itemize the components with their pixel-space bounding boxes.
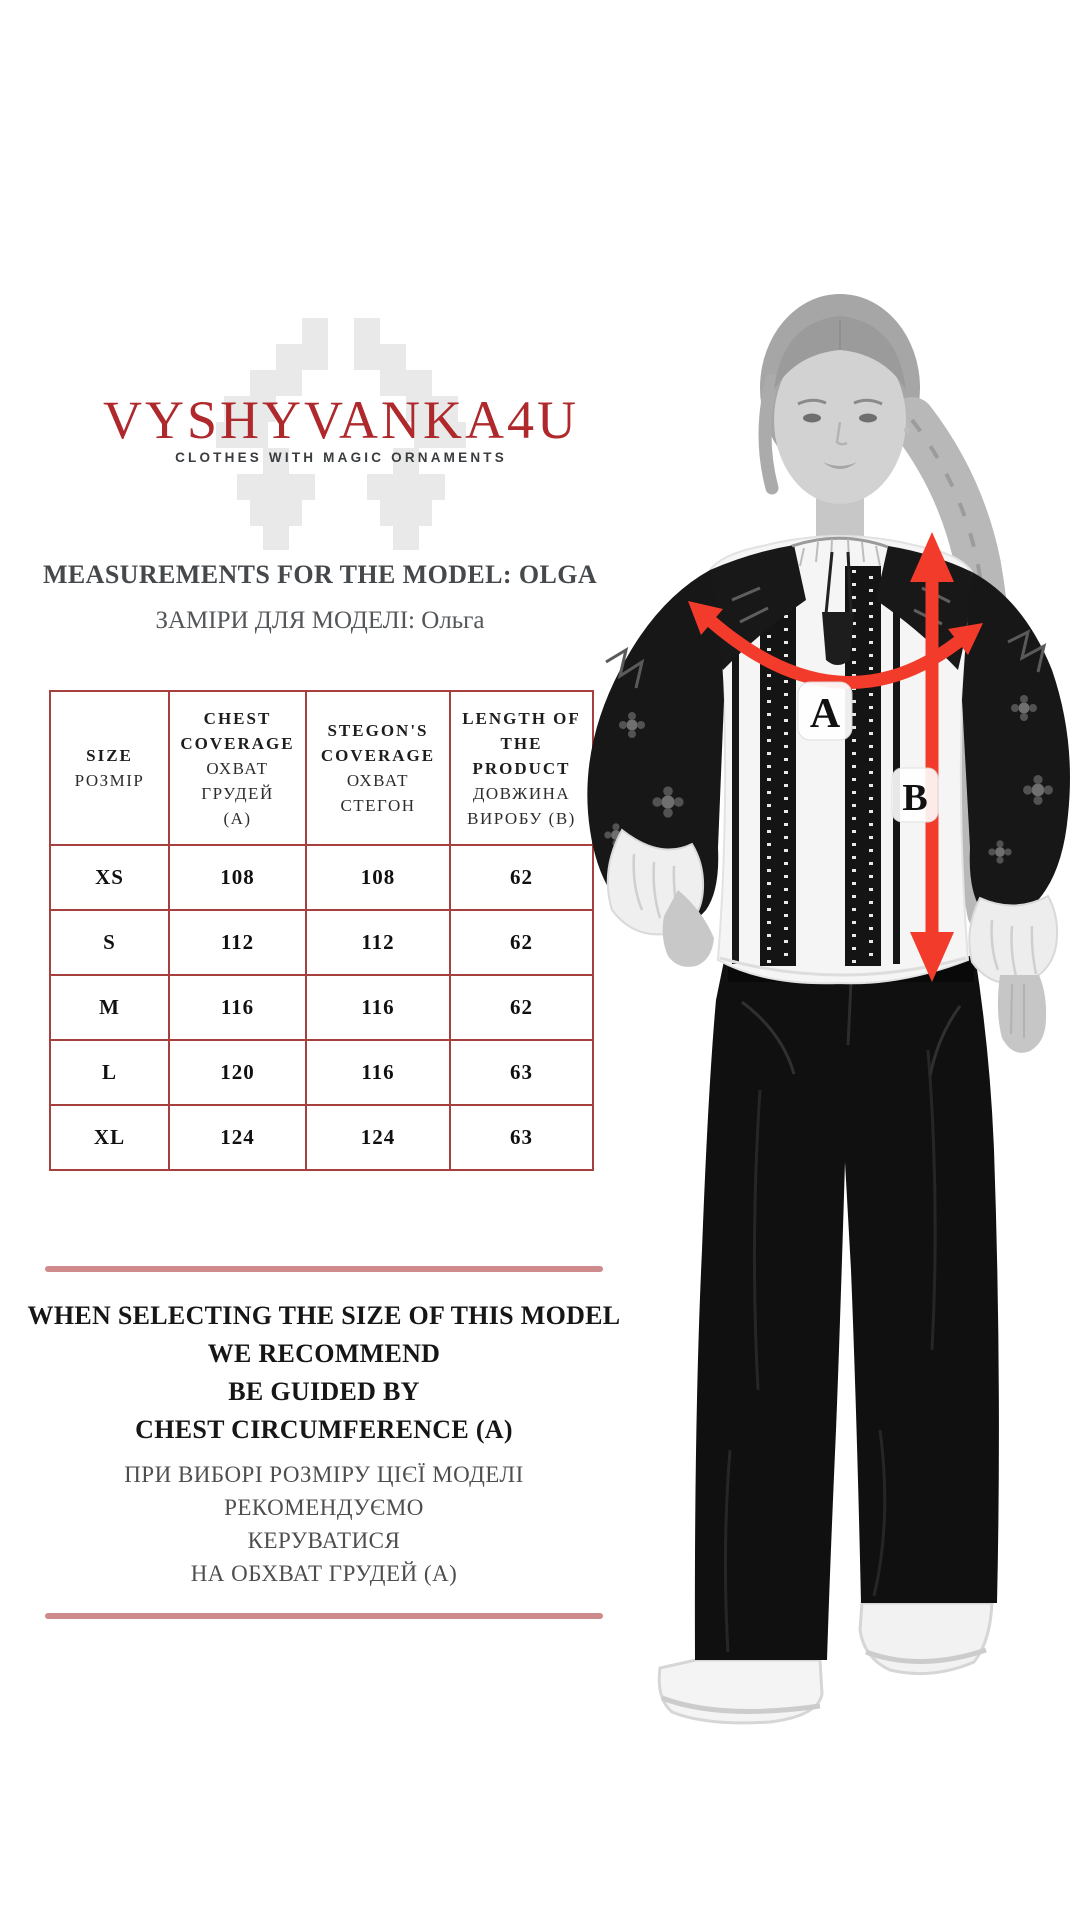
column-header-chest: [169, 691, 306, 845]
recommendation-en-line: BE GUIDED BY: [228, 1377, 420, 1406]
label-b: [892, 768, 938, 822]
cell-size: [50, 975, 169, 1040]
cell-size: [50, 910, 169, 975]
cell-hips: [306, 910, 450, 975]
recommendation-ua: [20, 1458, 628, 1590]
model-face: [774, 316, 910, 542]
cell-chest: [169, 1105, 306, 1170]
chest-value: 108: [220, 865, 255, 889]
brand-logo: [96, 392, 586, 465]
size-value: S: [103, 930, 116, 954]
cell-chest: [169, 1040, 306, 1105]
cell-chest: [169, 910, 306, 975]
length-value: 62: [510, 995, 533, 1019]
table-row: [50, 910, 593, 975]
chest-value: 112: [220, 930, 255, 954]
recommendation-en-line: CHEST CIRCUMFERENCE (A): [135, 1415, 513, 1444]
size-value: XL: [93, 1125, 126, 1149]
recommendation-ua-line: КЕРУВАТИСЯ: [247, 1528, 401, 1553]
model-photo: [560, 270, 1080, 1730]
hips-value: 116: [361, 995, 395, 1019]
column-header-length-en: LENGTH OF THE PRODUCT: [462, 708, 581, 778]
page-subtitle: ЗАМІРИ ДЛЯ МОДЕЛІ: Ольга: [155, 607, 485, 634]
chest-value: 120: [220, 1060, 255, 1084]
column-header-hips-en: STEGON'S COVERAGE: [320, 721, 436, 765]
cell-hips: [306, 1105, 450, 1170]
size-value: XS: [95, 865, 124, 889]
length-value: 63: [510, 1060, 533, 1084]
label-b-text: B: [902, 777, 928, 819]
column-header-length-ua: ДОВЖИНА ВИРОБУ (B): [467, 783, 576, 828]
hips-value: 124: [360, 1125, 396, 1149]
recommendation-en-line: WHEN SELECTING THE SIZE OF THIS MODEL: [27, 1301, 621, 1330]
column-header-chest-ua: ОХВАТ ГРУДЕЙ: [201, 758, 274, 803]
recommendation-ua-line: НА ОБХВАТ ГРУДЕЙ (А): [190, 1561, 458, 1586]
recommendation-en-line: WE RECOMMEND: [207, 1339, 441, 1368]
hips-value: 112: [361, 930, 395, 954]
recommendation-en: [20, 1297, 628, 1449]
column-header-size: [50, 691, 169, 845]
cell-size: [50, 1105, 169, 1170]
cell-chest: [169, 975, 306, 1040]
divider-bottom: [45, 1613, 603, 1619]
hips-value: 116: [361, 1060, 395, 1084]
table-header-row: [50, 691, 593, 845]
cell-chest: [169, 845, 306, 910]
size-value: L: [101, 1060, 117, 1084]
hips-value: 108: [360, 865, 396, 889]
length-value: 63: [510, 1125, 533, 1149]
label-a-text: A: [809, 691, 841, 737]
column-header-chest-en: CHEST COVERAGE: [180, 708, 295, 753]
chest-value: 116: [220, 995, 255, 1019]
recommendation-ua-line: РЕКОМЕНДУЄМО: [224, 1495, 424, 1520]
table-row: [50, 845, 593, 910]
table-row: [50, 975, 593, 1040]
column-header-chest-note: (A): [223, 808, 252, 828]
cell-hips: [306, 1040, 450, 1105]
table-row: [50, 1105, 593, 1170]
brand-name: VYSHYVANKA4U: [102, 390, 580, 450]
table-row: [50, 1040, 593, 1105]
model-pants: [695, 956, 999, 1660]
column-header-hips: [306, 691, 450, 845]
size-table: [49, 690, 594, 1171]
column-header-size-ua: РОЗМІР: [74, 771, 145, 790]
recommendation-ua-line: ПРИ ВИБОРІ РОЗМІРУ ЦІЄЇ МОДЕЛІ: [124, 1462, 524, 1487]
cell-size: [50, 1040, 169, 1105]
length-value: 62: [510, 930, 533, 954]
length-value: 62: [510, 865, 533, 889]
page-title: MEASUREMENTS FOR THE MODEL: OLGA: [42, 560, 598, 589]
title-block: [20, 560, 620, 635]
cell-hips: [306, 845, 450, 910]
column-header-size-en: SIZE: [86, 746, 133, 765]
column-header-hips-ua: ОХВАТ СТЕГОН: [340, 771, 416, 815]
brand-tagline: CLOTHES WITH MAGIC ORNAMENTS: [175, 450, 507, 465]
chest-value: 124: [220, 1125, 255, 1149]
size-value: M: [99, 995, 120, 1019]
label-a: [798, 682, 852, 740]
divider-top: [45, 1266, 603, 1272]
cell-hips: [306, 975, 450, 1040]
cell-size: [50, 845, 169, 910]
